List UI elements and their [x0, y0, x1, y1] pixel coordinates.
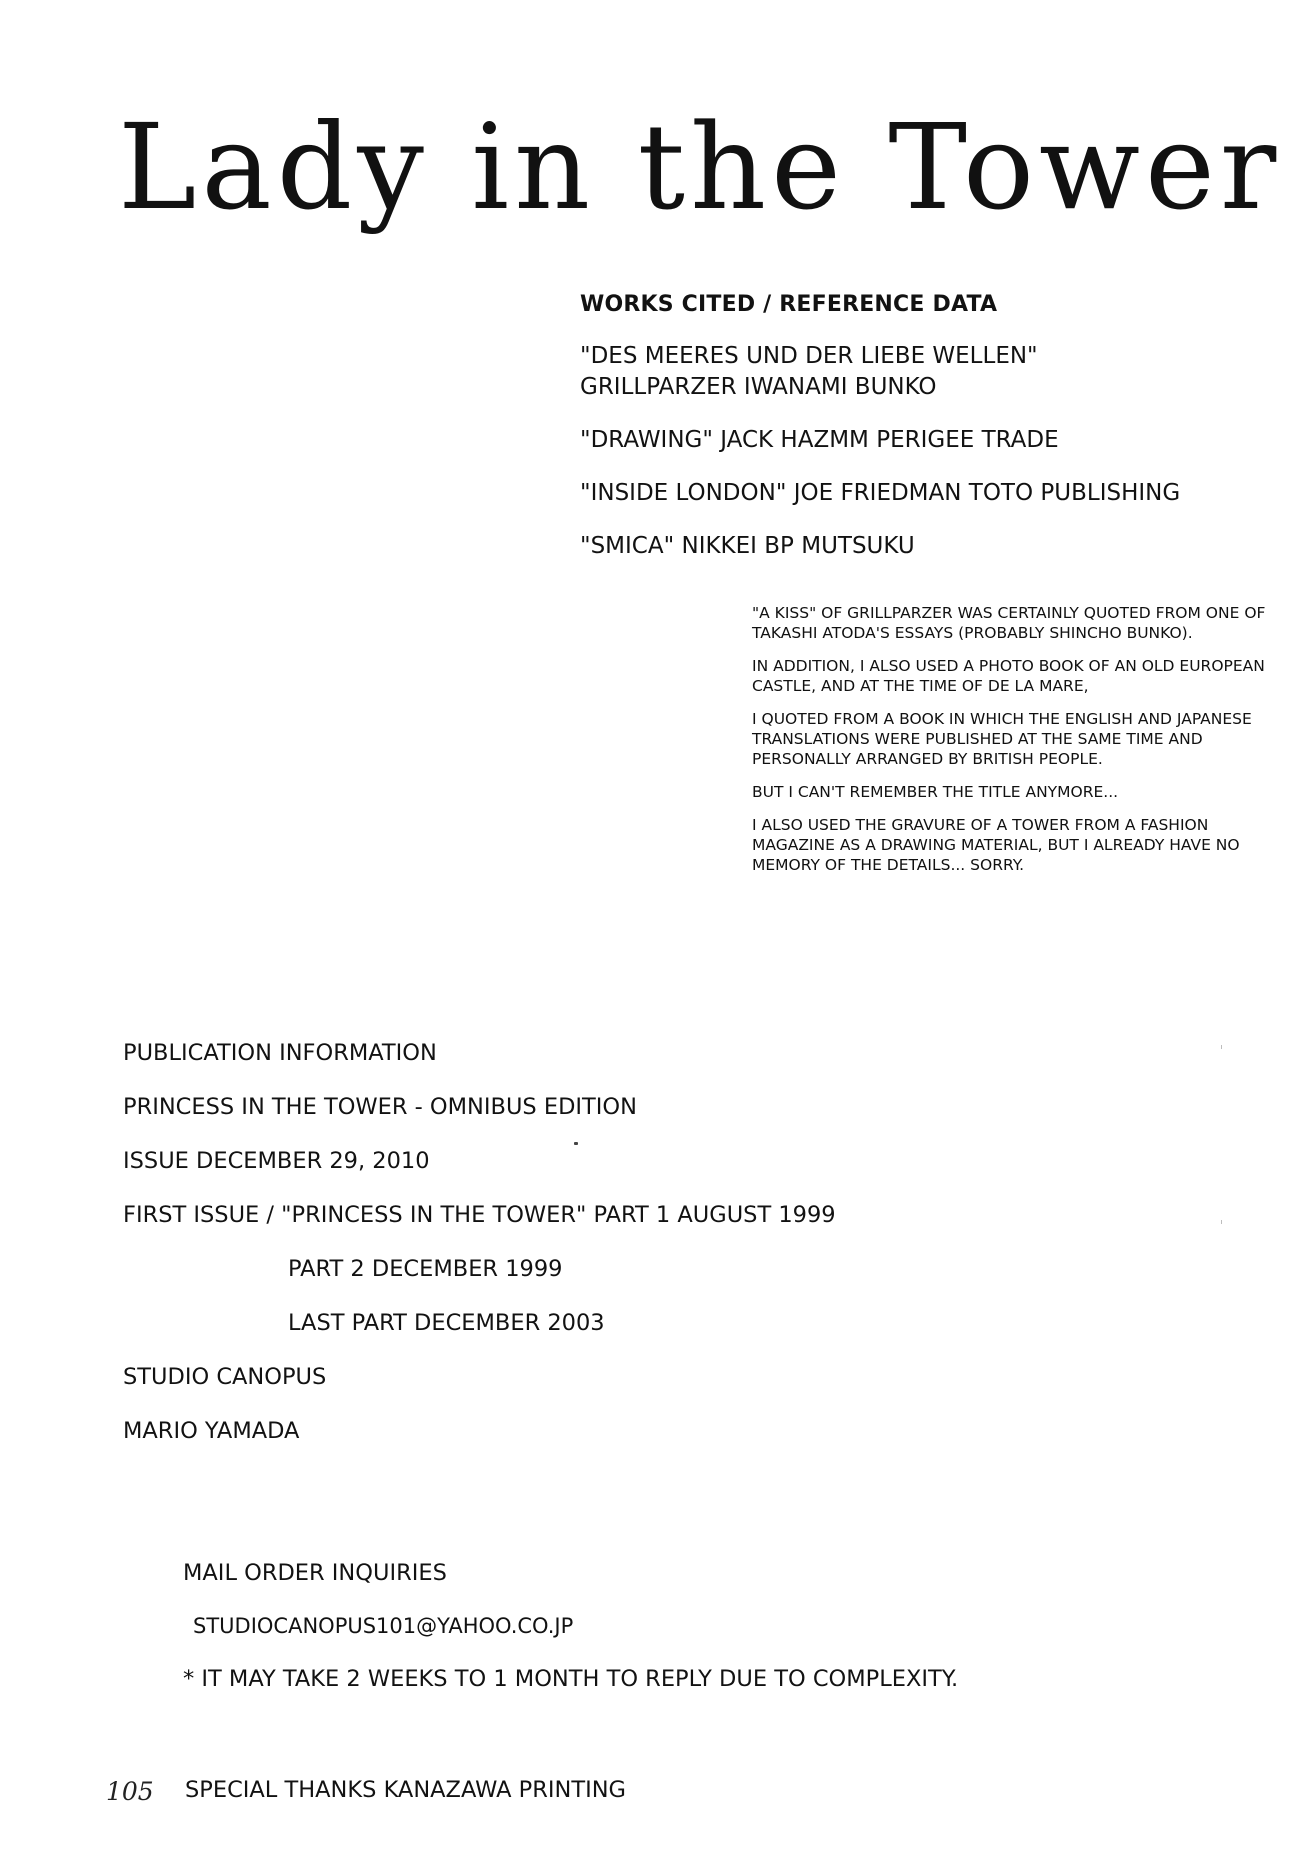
- ink-speck: [574, 1142, 578, 1145]
- reference-entry: [580, 531, 1260, 562]
- last-part-date: LAST PART DECEMBER 2003: [288, 1310, 605, 1336]
- publication-info: [123, 1038, 1023, 1470]
- part-2-date: PART 2 DECEMBER 1999: [288, 1256, 563, 1282]
- studio-name: STUDIO CANOPUS: [123, 1364, 327, 1390]
- reference-section: [580, 292, 1260, 584]
- issue-date: ISSUE DECEMBER 29, 2010: [123, 1148, 430, 1174]
- mail-order-section: [183, 1558, 1133, 1717]
- special-thanks: SPECIAL THANKS KANAZAWA PRINTING: [185, 1777, 626, 1803]
- contact-email: STUDIOCANOPUS101@YAHOO.CO.JP: [193, 1614, 574, 1638]
- first-issue: FIRST ISSUE / "PRINCESS IN THE TOWER" PART 1 AUGUST 1999: [123, 1202, 836, 1228]
- note-paragraph: I QUOTED FROM A BOOK IN WHICH THE ENGLISH AND JAPANESE TRANSLATIONS WERE PUBLISHED AT THE SAME TIME AND PERSONALLY ARRANGED BY BRITISH PEOPLE.: [752, 710, 1252, 768]
- reference-line: "DES MEERES UND DER LIEBE WELLEN": [580, 343, 1038, 369]
- reference-line: "INSIDE LONDON" JOE FRIEDMAN TOTO PUBLISHING: [580, 480, 1181, 506]
- reference-line: GRILLPARZER IWANAMI BUNKO: [580, 374, 937, 400]
- author-name: MARIO YAMADA: [123, 1418, 300, 1444]
- note-paragraph: I ALSO USED THE GRAVURE OF A TOWER FROM A FASHION MAGAZINE AS A DRAWING MATERIAL, BUT I ALREADY HAVE NO MEMORY OF THE DETAILS... SORRY.: [752, 816, 1240, 874]
- reference-line: "DRAWING" JACK HAZMM PERIGEE TRADE: [580, 427, 1059, 453]
- page-title: Lady in the Tower: [118, 98, 1282, 236]
- scan-mark: [1221, 1045, 1222, 1049]
- scan-mark: [1221, 1220, 1222, 1224]
- note-paragraph: "A KISS" OF GRILLPARZER WAS CERTAINLY QUOTED FROM ONE OF TAKASHI ATODA'S ESSAYS (PROBABLY SHINCHO BUNKO).: [752, 604, 1266, 642]
- reply-time-note: * IT MAY TAKE 2 WEEKS TO 1 MONTH TO REPLY DUE TO COMPLEXITY.: [183, 1666, 959, 1692]
- note-paragraph: IN ADDITION, I ALSO USED A PHOTO BOOK OF AN OLD EUROPEAN CASTLE, AND AT THE TIME OF DE LA MARE,: [752, 657, 1265, 695]
- author-notes: [752, 603, 1292, 888]
- reference-entry: [580, 478, 1260, 509]
- reference-line: "SMICA" NIKKEI BP MUTSUKU: [580, 533, 915, 559]
- edition-title: PRINCESS IN THE TOWER - OMNIBUS EDITION: [123, 1094, 637, 1120]
- publication-heading: PUBLICATION INFORMATION: [123, 1040, 437, 1066]
- mail-order-heading: MAIL ORDER INQUIRIES: [183, 1560, 447, 1586]
- reference-heading: WORKS CITED / REFERENCE DATA: [580, 292, 998, 317]
- reference-entry: [580, 341, 1260, 403]
- reference-entry: [580, 425, 1260, 456]
- note-paragraph: BUT I CAN'T REMEMBER THE TITLE ANYMORE...: [752, 783, 1119, 801]
- page-number: 105: [106, 1777, 154, 1806]
